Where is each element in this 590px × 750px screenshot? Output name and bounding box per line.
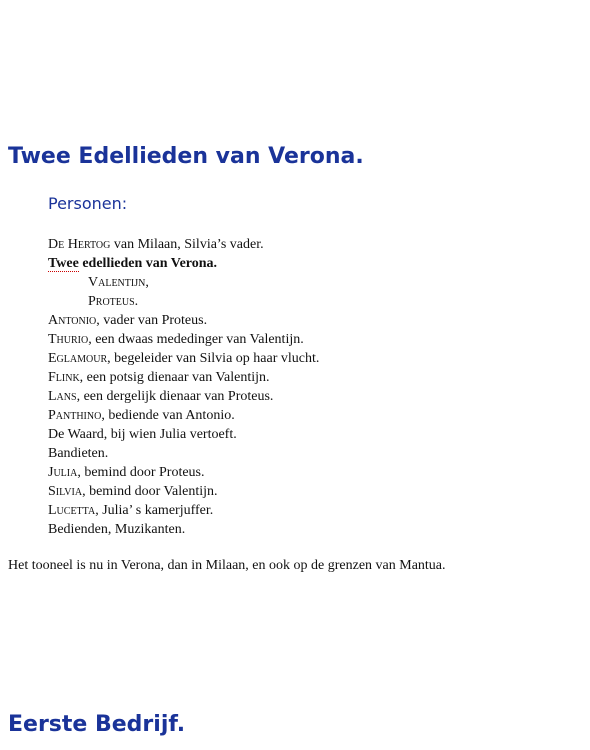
character-name: Thurio (48, 332, 89, 347)
character-description: , een dwaas mededinger van Valentijn. (88, 332, 304, 347)
cast-item-hertog (48, 235, 319, 254)
cast-item-panthino (48, 406, 319, 425)
cast-list (48, 235, 319, 539)
cast-item-proteus (48, 292, 319, 311)
cast-item-flink (48, 368, 319, 387)
character-name: Proteus. (88, 294, 139, 309)
character-description: , een dergelijk dienaar van Proteus. (76, 389, 274, 404)
cast-item-bandieten (48, 444, 319, 463)
character-name: Panthino (48, 408, 102, 423)
character-description: Bedienden, Muzikanten. (48, 522, 186, 537)
character-description: , Julia’ s kamerjuffer. (95, 503, 214, 518)
character-description: Bandieten. (48, 446, 109, 461)
twee-link[interactable]: Twee (48, 256, 79, 271)
character-description: , bemind door Proteus. (77, 465, 205, 480)
cast-item-silvia (48, 482, 319, 501)
character-description: , begeleider van Silvia op haar vlucht. (107, 351, 320, 366)
cast-item-thurio (48, 330, 319, 349)
cast-item-valentijn (48, 273, 319, 292)
cast-group-label: edellieden van Verona. (78, 256, 218, 271)
cast-item-lucetta (48, 501, 319, 520)
setting-note: Het tooneel is nu in Verona, dan in Milaan, en ook op de grenzen van Mantua. (8, 558, 446, 573)
character-name: Silvia (48, 484, 83, 499)
character-description: van Milaan, Silvia’s vader. (110, 237, 264, 252)
character-name: De Hertog (48, 237, 111, 252)
cast-item-bedienden (48, 520, 319, 539)
character-description: , bemind door Valentijn. (82, 484, 218, 499)
play-title: Twee Edellieden van Verona. (8, 144, 364, 169)
character-name: Lans (48, 389, 77, 404)
character-name: Valentijn, (88, 275, 149, 290)
cast-group-heading (48, 254, 319, 273)
character-name: Lucetta (48, 503, 96, 518)
character-description: De Waard, bij wien Julia vertoeft. (48, 427, 237, 442)
cast-item-eglamour (48, 349, 319, 368)
act-title: Eerste Bedrijf. (8, 712, 186, 737)
cast-item-lans (48, 387, 319, 406)
character-name: Eglamour (48, 351, 108, 366)
character-description: , bediende van Antonio. (101, 408, 235, 423)
character-description: , vader van Proteus. (96, 313, 208, 328)
cast-item-antonio (48, 311, 319, 330)
personae-heading: Personen: (48, 194, 128, 213)
character-name: Antonio (48, 313, 97, 328)
cast-item-julia (48, 463, 319, 482)
character-name: Flink (48, 370, 80, 385)
cast-item-waard (48, 425, 319, 444)
character-name: Julia (48, 465, 78, 480)
character-description: , een potsig dienaar van Valentijn. (79, 370, 270, 385)
